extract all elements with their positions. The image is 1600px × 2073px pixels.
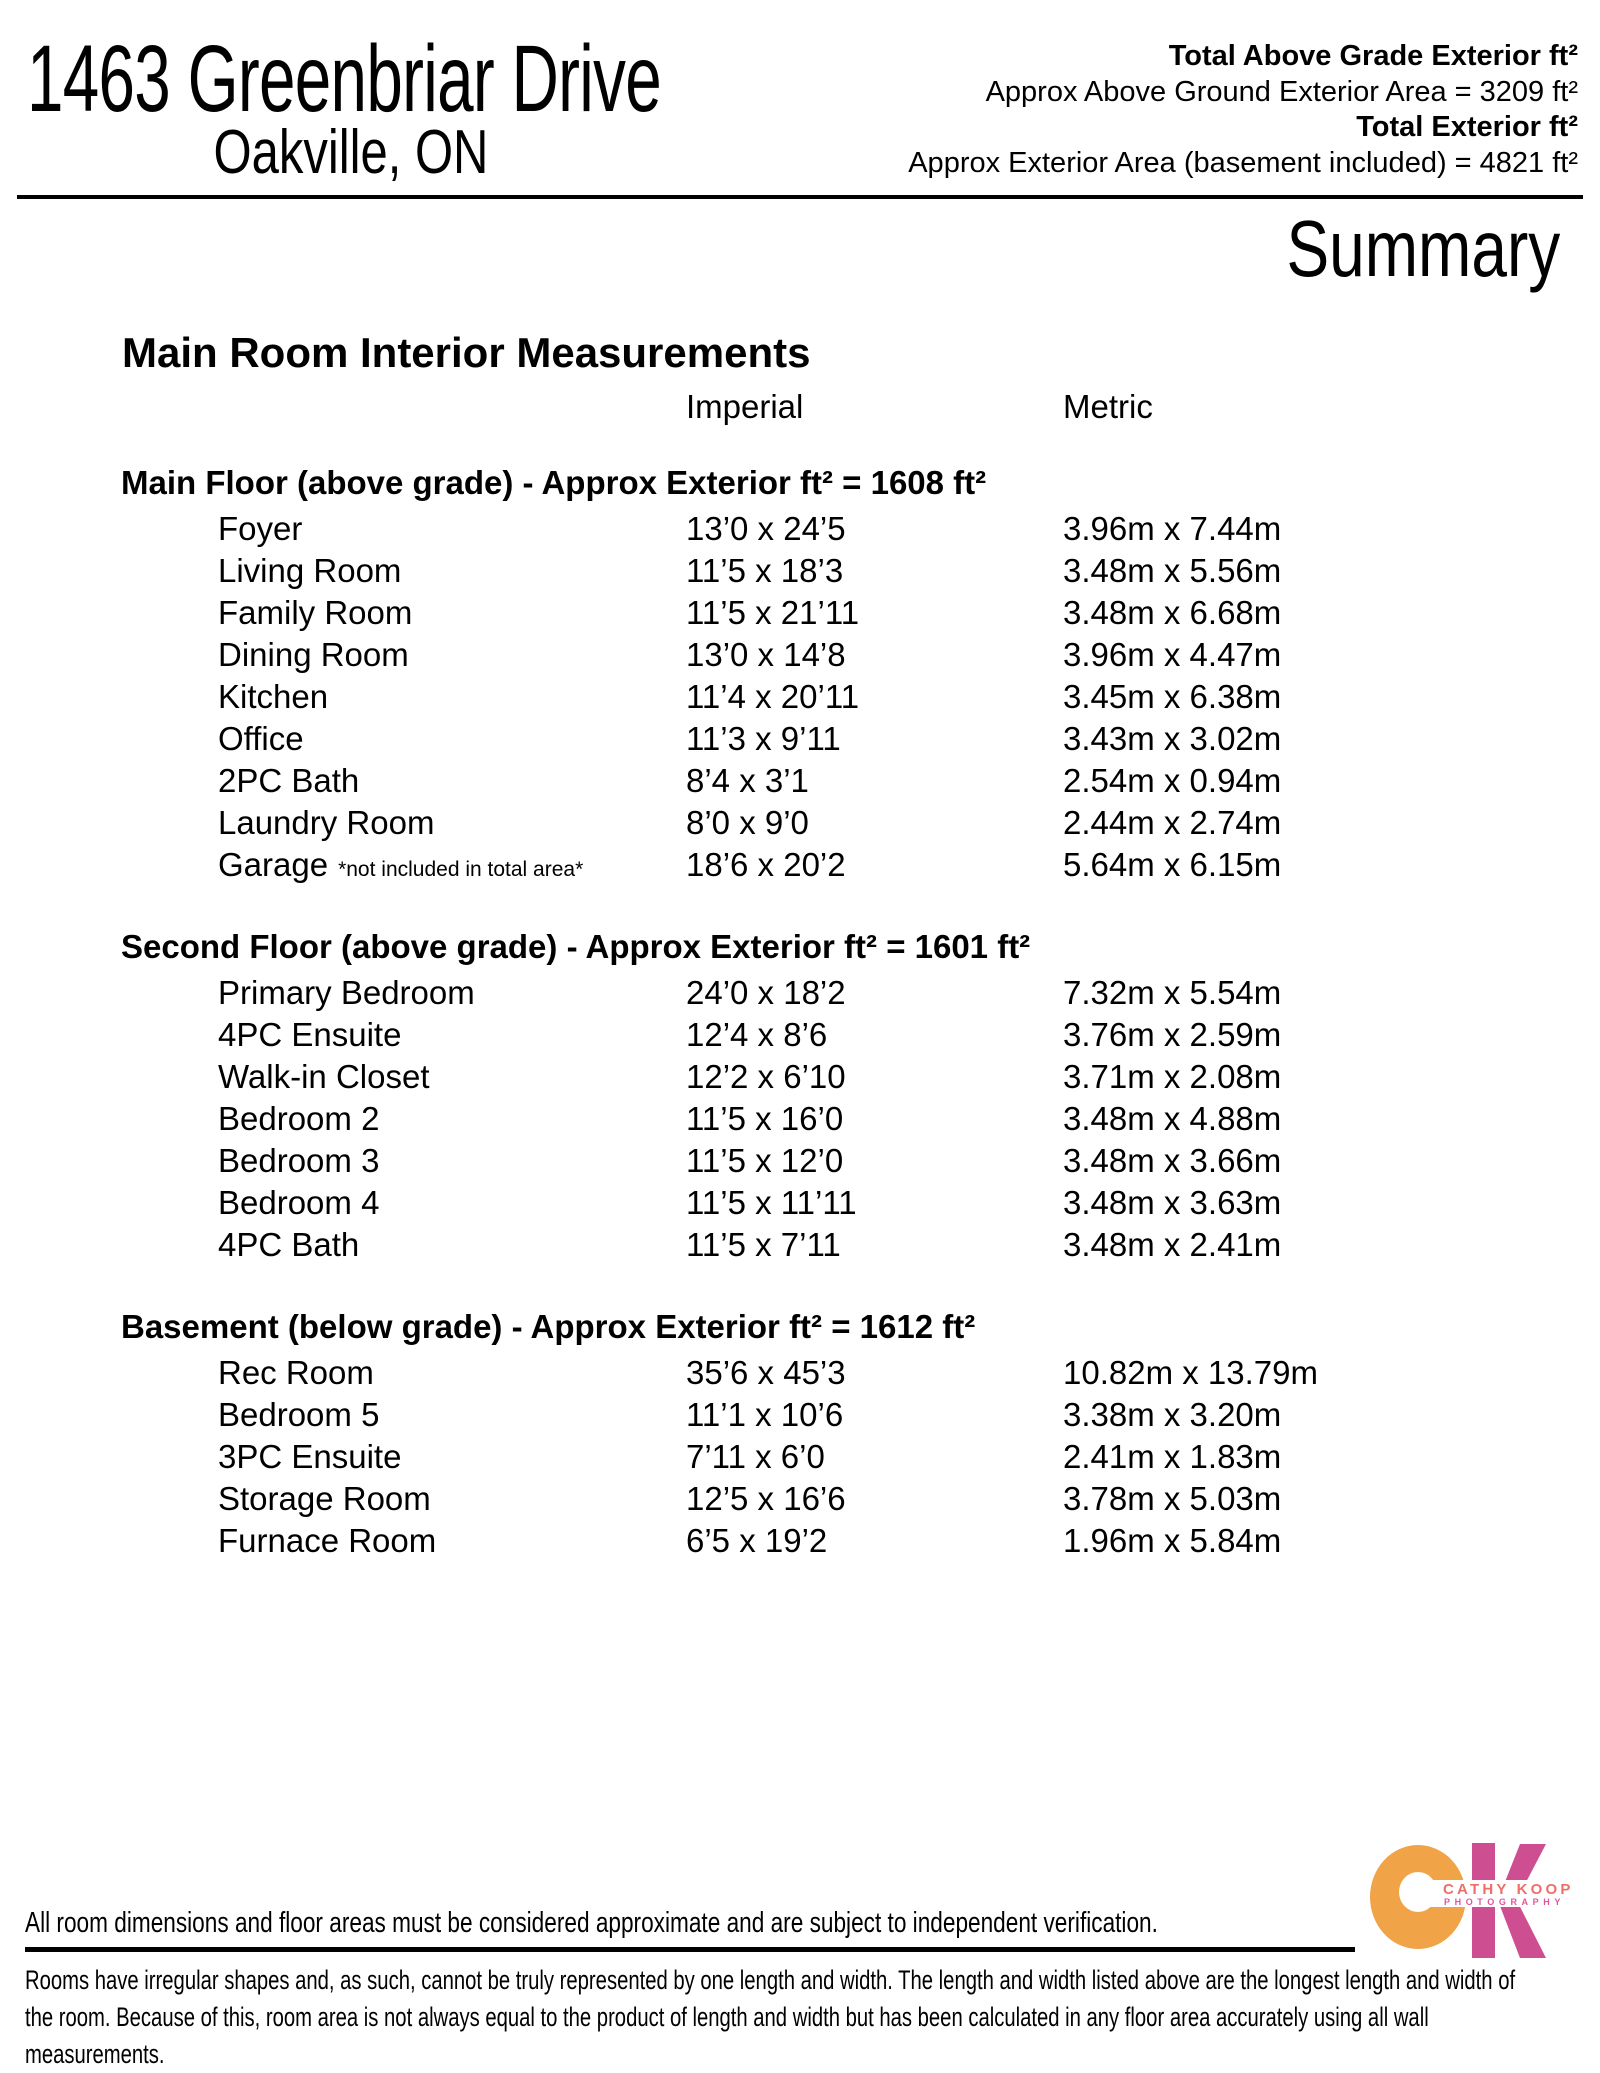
table-title: Main Room Interior Measurements xyxy=(122,329,811,376)
metric-value: 1.96m x 5.84m xyxy=(1063,1522,1282,1559)
section-heading: Second Floor (above grade) - Approx Exterior ft² = 1601 ft² xyxy=(121,928,1031,965)
section-heading: Basement (below grade) - Approx Exterior ft² = 1612 ft² xyxy=(121,1308,976,1345)
metric-value: 3.96m x 4.47m xyxy=(1063,636,1282,673)
room-name: 2PC Bath xyxy=(218,762,360,799)
above-grade-value: Approx Above Ground Exterior Area = 3209 ft² xyxy=(985,75,1578,108)
room-row xyxy=(0,508,1600,550)
room-name: Office xyxy=(218,720,304,757)
metric-value: 3.48m x 4.88m xyxy=(1063,1100,1282,1137)
metric-value: 3.48m x 6.68m xyxy=(1063,594,1282,631)
imperial-value: 12’4 x 8’6 xyxy=(686,1016,828,1053)
metric-value: 2.54m x 0.94m xyxy=(1063,762,1282,799)
footnote-text: Rooms have irregular shapes and, as such, cannot be truly represented by one length and width. The length and width listed above are the longest length and width of the room. Because of this, room area is not always equal to the product of length and width but has been calculated in any floor area accurately using all wall measurements. xyxy=(25,1965,1516,2069)
imperial-value: 24’0 x 18’2 xyxy=(686,974,846,1011)
room-name: Bedroom 5 xyxy=(218,1396,380,1433)
metric-value: 3.96m x 7.44m xyxy=(1063,510,1282,547)
metric-value: 5.64m x 6.15m xyxy=(1063,846,1282,883)
column-headers xyxy=(0,386,1600,428)
measurement-sections xyxy=(0,462,1600,1562)
imperial-value: 11’5 x 12’0 xyxy=(686,1142,844,1179)
room-name: Rec Room xyxy=(218,1354,374,1391)
imperial-value: 12’2 x 6’10 xyxy=(686,1058,846,1095)
column-header-metric: Metric xyxy=(1063,388,1153,425)
imperial-value: 11’5 x 16’0 xyxy=(686,1100,844,1137)
section-rows xyxy=(0,972,1600,1266)
room-row xyxy=(0,1436,1600,1478)
room-row xyxy=(0,1182,1600,1224)
room-row xyxy=(0,1520,1600,1562)
imperial-value: 13’0 x 14’8 xyxy=(686,636,846,673)
disclaimer-text: All room dimensions and floor areas must be considered approximate and are subject to independent verification. xyxy=(25,1907,1158,1939)
room-name: Bedroom 3 xyxy=(218,1142,380,1179)
room-name: Foyer xyxy=(218,510,303,547)
imperial-value: 6’5 x 19’2 xyxy=(686,1522,828,1559)
metric-value: 3.43m x 3.02m xyxy=(1063,720,1282,757)
room-row xyxy=(0,972,1600,1014)
imperial-value: 11’5 x 11’11 xyxy=(686,1184,857,1221)
measurements-table xyxy=(0,329,1600,1562)
room-name: Laundry Room xyxy=(218,804,435,841)
imperial-value: 11’5 x 18’3 xyxy=(686,552,844,589)
total-exterior-label: Total Exterior ft² xyxy=(1356,111,1578,143)
room-name: Furnace Room xyxy=(218,1522,437,1559)
metric-value: 3.48m x 5.56m xyxy=(1063,552,1282,589)
room-row xyxy=(0,592,1600,634)
section-heading: Main Floor (above grade) - Approx Exterior ft² = 1608 ft² xyxy=(121,464,987,501)
metric-value: 2.41m x 1.83m xyxy=(1063,1438,1282,1475)
metric-value: 3.48m x 2.41m xyxy=(1063,1226,1282,1263)
metric-value: 3.45m x 6.38m xyxy=(1063,678,1282,715)
room-row xyxy=(0,1224,1600,1266)
room-name: Primary Bedroom xyxy=(218,974,475,1011)
page-title: Summary xyxy=(1286,204,1560,293)
metric-value: 3.38m x 3.20m xyxy=(1063,1396,1282,1433)
metric-value: 7.32m x 5.54m xyxy=(1063,974,1282,1011)
room-row xyxy=(0,1478,1600,1520)
room-name: Garage *not included in total area* xyxy=(218,846,584,883)
imperial-value: 11’5 x 21’11 xyxy=(686,594,860,631)
brand-name-text: CATHY KOOP xyxy=(1443,1881,1574,1898)
room-row xyxy=(0,1394,1600,1436)
metric-value: 2.44m x 2.74m xyxy=(1063,804,1282,841)
room-name: Storage Room xyxy=(218,1480,431,1517)
imperial-value: 11’3 x 9’11 xyxy=(686,720,841,757)
imperial-value: 11’4 x 20’11 xyxy=(686,678,860,715)
imperial-value: 12’5 x 16’6 xyxy=(686,1480,846,1517)
imperial-value: 8’0 x 9’0 xyxy=(686,804,809,841)
metric-value: 3.48m x 3.63m xyxy=(1063,1184,1282,1221)
room-name: Bedroom 4 xyxy=(218,1184,380,1221)
imperial-value: 18’6 x 20’2 xyxy=(686,846,846,883)
room-name: Kitchen xyxy=(218,678,329,715)
property-city: Oakville, ON xyxy=(213,118,488,187)
above-grade-label: Total Above Grade Exterior ft² xyxy=(1168,40,1578,72)
metric-value: 3.71m x 2.08m xyxy=(1063,1058,1282,1095)
room-row xyxy=(0,760,1600,802)
section-rows xyxy=(0,1352,1600,1562)
room-name: Living Room xyxy=(218,552,402,589)
section-rows xyxy=(0,508,1600,886)
total-exterior-value: Approx Exterior Area (basement included) = 4821 ft² xyxy=(908,146,1578,179)
property-address: 1463 Greenbriar Drive xyxy=(27,26,662,132)
metric-value: 10.82m x 13.79m xyxy=(1063,1354,1318,1391)
footer-divider xyxy=(25,1947,1355,1952)
metric-value: 3.76m x 2.59m xyxy=(1063,1016,1282,1053)
imperial-value: 11’1 x 10’6 xyxy=(686,1396,844,1433)
room-row xyxy=(0,802,1600,844)
room-note: *not included in total area* xyxy=(338,858,584,881)
room-row xyxy=(0,676,1600,718)
room-name: Dining Room xyxy=(218,636,409,673)
room-name: 3PC Ensuite xyxy=(218,1438,402,1475)
room-row xyxy=(0,634,1600,676)
room-row xyxy=(0,718,1600,760)
room-row xyxy=(0,1056,1600,1098)
room-row xyxy=(0,844,1600,886)
room-name: Family Room xyxy=(218,594,413,631)
imperial-value: 13’0 x 24’5 xyxy=(686,510,846,547)
room-row xyxy=(0,1352,1600,1394)
imperial-value: 7’11 x 6’0 xyxy=(686,1438,825,1475)
room-name: 4PC Ensuite xyxy=(218,1016,402,1053)
room-name: 4PC Bath xyxy=(218,1226,360,1263)
room-name: Bedroom 2 xyxy=(218,1100,380,1137)
header-divider xyxy=(17,195,1583,199)
room-row xyxy=(0,550,1600,592)
metric-value: 3.48m x 3.66m xyxy=(1063,1142,1282,1179)
room-row xyxy=(0,1014,1600,1056)
column-header-imperial: Imperial xyxy=(686,388,804,425)
room-row xyxy=(0,1098,1600,1140)
imperial-value: 35’6 x 45’3 xyxy=(686,1354,846,1391)
metric-value: 3.78m x 5.03m xyxy=(1063,1480,1282,1517)
cathy-koop-logo xyxy=(1368,1842,1592,1962)
brand-subtitle-text: PHOTOGRAPHY xyxy=(1444,1897,1565,1907)
room-name: Walk-in Closet xyxy=(218,1058,430,1095)
imperial-value: 11’5 x 7’11 xyxy=(686,1226,841,1263)
room-row xyxy=(0,1140,1600,1182)
area-summary-block xyxy=(908,39,1578,181)
imperial-value: 8’4 x 3’1 xyxy=(686,762,809,799)
